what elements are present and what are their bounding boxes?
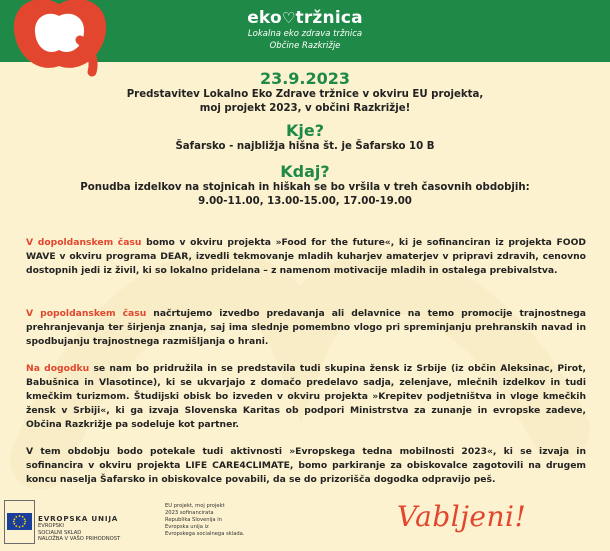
eu-line-1: EVROPSKA UNIJA xyxy=(38,514,119,523)
when-line-2: 9.00-11.00, 13.00-15.00, 17.00-19.00 xyxy=(198,196,412,207)
heart-icon: ♡ xyxy=(281,9,296,27)
brand-tagline-2: Občine Razkrižje xyxy=(269,41,341,51)
morning-text: bomo v okviru projekta »Food for the future«, ki je sofinanciran iz projekta FOOD WAVE v okviru programa DEAR, izvedli tekmovanje mladih kuharjev amaterjev v pripravi zdravih, cenovno dostopnih jedi iz živil, ki so lokalno pridelana – z namenom motivacije mladih in ostalega prebivalstva. xyxy=(26,237,587,276)
funding-note-1: EU projekt, moj projekt xyxy=(165,503,225,509)
intro-line-2: moj projekt 2023, v občini Razkrižje! xyxy=(199,103,411,114)
funding-note-4: Evropska unija iz xyxy=(165,524,209,530)
funding-note-5: Evropskega socialnega sklada. xyxy=(165,531,245,537)
event-text: se nam bo pridružila in se predstavila tudi skupina žensk iz Srbije (iz občin Aleksinac, Pirot, Babušnica in Vlasotince), ki se ukvarjajo z domačo predelavo sadja, zelenjave, mlečnih izdelkov in tudi kmečkim turizmom. Študijski obisk bo izveden v okviru projekta »Krepitev podjetništva in vloge kmečkih žensk v Srbiji«, ki ga izvaja Slovenska Karitas ob podpori Ministrstva za zunanje in evropske zadeve, Občina Razkrižje pa sodeluje kot partner. xyxy=(26,363,586,430)
eu-line-2: EVROPSKI xyxy=(38,522,64,529)
brand-logo xyxy=(200,8,410,52)
afternoon-highlight: V popoldanskem času xyxy=(26,308,147,319)
when-heading: Kdaj? xyxy=(280,162,330,181)
where-heading: Kje? xyxy=(285,121,324,140)
paragraph-afternoon xyxy=(26,307,586,349)
eu-text xyxy=(38,516,158,543)
paragraph-event xyxy=(26,362,586,432)
event-highlight: Na dogodku xyxy=(26,363,90,374)
morning-highlight: V dopoldanskem času xyxy=(26,237,142,248)
paragraph-morning xyxy=(26,236,586,278)
funding-note xyxy=(165,503,267,538)
where-text: Šafarsko - najbližja hišna št. je Šafarsko 10 B xyxy=(175,141,435,152)
brand-prefix: eko xyxy=(247,8,282,28)
eu-logo-box xyxy=(4,500,35,544)
closing-invitation: Vabljeni! xyxy=(397,500,527,533)
brand-suffix: tržnica xyxy=(295,8,363,28)
brand-tagline-1: Lokalna eko zdrava tržnica xyxy=(247,29,363,39)
paragraph-mobility xyxy=(26,445,586,487)
afternoon-text: načrtujemo izvedbo predavanja ali delavnice na temo promocije trajnostnega prehranjevanja ter širjenja znanja, saj ima slednje pomembno vlogo pri spreminjanju prehranskih navad in spodbujanju trajnostnega razmišljanja o hrani. xyxy=(26,308,586,347)
intro-line-1: Predstavitev Lokalno Eko Zdrave tržnice v okviru EU projekta, xyxy=(126,89,484,100)
when-line-1: Ponudba izdelkov na stojnicah in hiškah se bo vršila v treh časovnih obdobjih: xyxy=(80,182,530,193)
event-date: 23.9.2023 xyxy=(259,69,351,88)
eu-line-3: SOCIALNI SKLAD xyxy=(38,529,82,536)
funding-note-2: 2023 sofinancirata xyxy=(165,510,214,516)
funding-note-3: Republika Slovenija in xyxy=(165,517,222,523)
eu-flag-icon xyxy=(7,513,32,530)
mobility-text: V tem obdobju bodo potekale tudi aktivnosti »Evropskega tedna mobilnosti 2023«, ki se izvaja in sofinancira v okviru projekta LIFE CARE4CLIMATE, bomo parkiranje za obiskovalce zagotovili na drugem koncu naselja Šafarsko in obiskovalce povabili, da se do prizorišča dogodka odpravijo peš. xyxy=(26,446,586,485)
content xyxy=(0,62,610,209)
header-band xyxy=(0,0,610,62)
eu-line-4: NALOŽBA V VAŠO PRIHODNOST xyxy=(38,536,121,543)
